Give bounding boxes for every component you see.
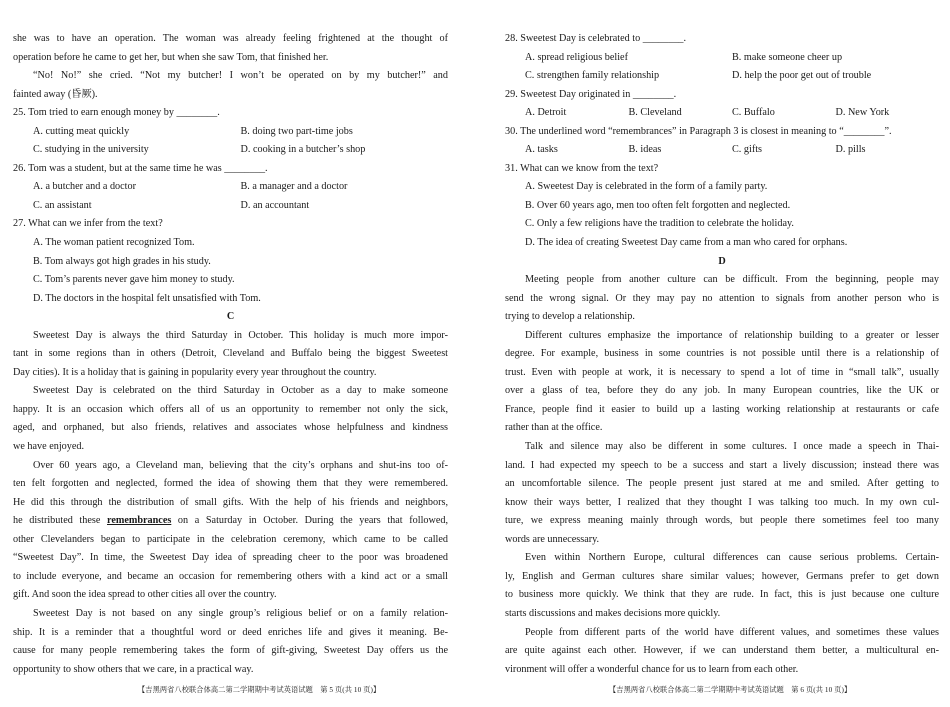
passage-c-line: we have enjoyed. bbox=[13, 441, 84, 453]
passage-c-line: to include everyone, and became an occasion for remembering others with a kind act or a small bbox=[13, 570, 448, 582]
passage-c-line: He did this through the distribution of small gifts. With the help of his friends and neighbors, bbox=[13, 496, 448, 508]
passage-c-line: ten felt forgotten and neglected, formed the idea of showing them that they were remembered. bbox=[13, 478, 448, 490]
option-a[interactable]: A. tasks bbox=[525, 144, 558, 156]
remembrances-post: on a Saturday in October. During the years that followed, bbox=[171, 515, 449, 527]
passage-c-line: cause for many people remembering takes the form of gift-giving, Sweetest Day offers us the bbox=[13, 645, 448, 657]
passage-b-line: fainted away (昏厥). bbox=[13, 88, 98, 100]
option-a[interactable]: A. spread religious belief bbox=[525, 51, 628, 63]
question-28-stem: 28. Sweetest Day is celebrated to ________. bbox=[505, 33, 687, 44]
passage-c-line: opportunity to show others that we care, in a practical way. bbox=[13, 663, 254, 675]
passage-c-line: Sweetest Day is always the third Saturday in October. This holiday is much more impor- bbox=[33, 329, 448, 341]
option-c[interactable]: C. gifts bbox=[732, 144, 763, 156]
passage-b-line: operation before he came to get her, but when she saw Tom, that finished her. bbox=[13, 51, 329, 63]
question-28-options bbox=[505, 49, 939, 68]
question-31-stem: 31. What can we know from the text? bbox=[505, 162, 659, 174]
option-a[interactable]: A. cutting meat quickly bbox=[33, 125, 130, 137]
passage-d-line: know their ways better, I realized that they thought I was talking too much. In my own cul- bbox=[505, 496, 939, 508]
question-26-options bbox=[13, 197, 448, 216]
passage-b-line: “No! No!” she cried. “Not my butcher! I won’t be operated on by my butcher!” and bbox=[33, 70, 448, 82]
question-29-stem: 29. Sweetest Day originated in ________. bbox=[505, 88, 677, 100]
option-b[interactable]: B. ideas bbox=[628, 144, 662, 156]
passage-d-line: are quite against each other. However, if we can understand them better, a multicultural en- bbox=[505, 645, 939, 657]
question-25-options bbox=[13, 123, 448, 142]
passage-d-line: degree. For example, business in some countries is not possible until there is a relationship of bbox=[505, 348, 939, 360]
option-b[interactable]: B. Tom always got high grades in his study. bbox=[33, 255, 211, 267]
passage-c-line: “Sweetest Day”. In time, the Sweetest Day idea of spreading cheer to the poor was broadened bbox=[13, 552, 448, 564]
option-c[interactable]: C. an assistant bbox=[33, 199, 92, 211]
option-d[interactable]: D. The doctors in the hospital felt unsatisfied with Tom. bbox=[33, 292, 261, 304]
option-c[interactable]: C. Buffalo bbox=[732, 107, 775, 119]
question-25-stem: 25. Tom tried to earn enough money by ________. bbox=[13, 107, 220, 119]
question-29-options bbox=[505, 104, 939, 123]
passage-d-line: Even within Northern Europe, cultural differences can cause serious problems. Certain- bbox=[525, 552, 939, 564]
passage-d-line: People from different parts of the world have different values, and sometimes these values bbox=[525, 626, 939, 638]
page-footer-right: 【吉黑两省八校联合体高二第二学期期中考试英语试题 第 6 页(共 10 页)】 bbox=[609, 686, 852, 694]
section-c-heading: C bbox=[226, 311, 235, 323]
passage-d-line: trying to develop a relationship. bbox=[505, 311, 635, 323]
passage-d-line: trust. Even with people at work, it is necessary to spend a lot of time in “small talk”, usually bbox=[505, 366, 939, 378]
passage-c-line: gift. And soon the idea spread to other cities all over the country. bbox=[13, 589, 277, 601]
passage-c-line: aged, and orphaned, but also friends, relatives and associates whose helpfulness and kindness bbox=[13, 422, 448, 434]
option-b[interactable]: B. Over 60 years ago, men too often felt forgotten and neglected. bbox=[525, 199, 791, 211]
passage-c-line: Over 60 years ago, a Cleveland man, believing that the city’s orphans and shut-ins too of- bbox=[33, 459, 448, 471]
passage-b-line: she was to have an operation. The woman was already feeling frightened at the thought of bbox=[13, 33, 448, 44]
passage-d-line: rather than at the office. bbox=[505, 422, 603, 434]
remembrances-pre: he distributed these bbox=[13, 515, 107, 527]
option-c[interactable]: C. strengthen family relationship bbox=[525, 70, 660, 82]
passage-d-line: ly, English and German cultures share similar values; however, Germans prefer to get down bbox=[505, 570, 939, 582]
passage-d-line: Talk and silence may also be different in some cultures. I once made a speech in Thai- bbox=[525, 441, 939, 453]
option-a[interactable]: A. a butcher and a doctor bbox=[33, 181, 136, 193]
passage-d-line: land. I had expected my speech to be a success and start a lively discussion; instead there was bbox=[505, 459, 939, 471]
question-26-stem: 26. Tom was a student, but at the same time he was ________. bbox=[13, 162, 268, 174]
passage-c-line: Sweetest Day is not based on any single group’s religious belief or on a family relation- bbox=[33, 607, 448, 619]
passage-d-line: over a glass of tea, before they do any job. In many European countries, like the UK or bbox=[505, 385, 939, 397]
passage-c-line: happy. It is an occasion which offers all of us an opportunity to remember not only the sick, bbox=[13, 403, 448, 415]
option-d[interactable]: D. pills bbox=[835, 144, 866, 156]
question-27-stem: 27. What can we infer from the text? bbox=[13, 218, 163, 230]
passage-d-line: starts discussions and makes decisions more quickly. bbox=[505, 607, 721, 619]
option-a[interactable]: A. Detroit bbox=[525, 107, 567, 119]
option-a[interactable]: A. Sweetest Day is celebrated in the form of a family party. bbox=[525, 181, 768, 193]
passage-d-line: Different cultures emphasize the importance of relationship building to a greater or lesser bbox=[525, 329, 939, 341]
question-26-options bbox=[13, 178, 448, 197]
passage-d-line: Meeting people from another culture can be difficult. From the beginning, people may bbox=[525, 274, 939, 286]
passage-d-line: an uncomfortable silence. The people present just stared at me and smiled. After getting to bbox=[505, 478, 939, 490]
option-d[interactable]: D. The idea of creating Sweetest Day came from a man who cared for orphans. bbox=[525, 237, 848, 249]
right-page bbox=[505, 30, 939, 679]
left-page bbox=[13, 30, 448, 679]
passage-d-line: France, people find it easier to build up a lasting working relationship at restaurants or cafe bbox=[505, 403, 939, 415]
section-d-heading: D bbox=[718, 255, 726, 267]
question-25-options bbox=[13, 141, 448, 160]
option-d[interactable]: D. an accountant bbox=[240, 199, 310, 211]
passage-d-line: words are unnecessary. bbox=[505, 533, 600, 545]
passage-c-line: ship. It is a reminder that a thoughtful word or deed enriches life and gives it meaning. Be- bbox=[13, 626, 448, 638]
passage-c-line: Day cities). It is a holiday that is gaining in popularity every year throughout the country. bbox=[13, 366, 377, 378]
question-28-options bbox=[505, 67, 939, 86]
option-c[interactable]: C. Only a few religions have the tradition to celebrate the holiday. bbox=[525, 218, 794, 230]
option-c[interactable]: C. studying in the university bbox=[33, 144, 149, 156]
question-30-options bbox=[505, 141, 939, 160]
option-b[interactable]: B. make someone cheer up bbox=[732, 51, 843, 63]
passage-d-line: ture, we express meaning mainly through words, but people there sometimes feel too many bbox=[505, 515, 939, 527]
passage-c-line: Sweetest Day is celebrated on the third Saturday in October as a day to make someone bbox=[33, 385, 448, 397]
option-b[interactable]: B. a manager and a doctor bbox=[240, 181, 348, 193]
question-30-stem: 30. The underlined word “remembrances” in Paragraph 3 is closest in meaning to “________”. bbox=[505, 125, 892, 137]
option-d[interactable]: D. cooking in a butcher’s shop bbox=[240, 144, 366, 156]
option-d[interactable]: D. New York bbox=[835, 107, 890, 119]
passage-d-line: to business more quickly. We think that they are rude. In fact, this is just because one culture bbox=[505, 589, 939, 601]
passage-d-line: send the wrong signal. Or they may pay no attention to signals from another person who is bbox=[505, 292, 939, 304]
passage-c-line bbox=[13, 512, 448, 531]
passage-d-line: vironment will offer a wonderful chance for us to learn from each other. bbox=[505, 663, 799, 675]
underlined-word-remembrances: remembrances bbox=[107, 515, 172, 527]
option-b[interactable]: B. Cleveland bbox=[628, 107, 682, 119]
option-a[interactable]: A. The woman patient recognized Tom. bbox=[33, 237, 195, 249]
option-c[interactable]: C. Tom’s parents never gave him money to study. bbox=[33, 274, 235, 286]
option-d[interactable]: D. help the poor get out of trouble bbox=[732, 70, 872, 82]
page-footer-left: 【吉黑两省八校联合体高二第二学期期中考试英语试题 第 5 页(共 10 页)】 bbox=[138, 686, 381, 694]
option-b[interactable]: B. doing two part-time jobs bbox=[240, 125, 353, 137]
passage-c-line: tant in some regions than in others (Detroit, Cleveland and Buffalo being the biggest Sweetest bbox=[13, 348, 448, 360]
passage-c-line: other Clevelanders began to participate in the celebration ceremony, which came to be called bbox=[13, 533, 448, 545]
